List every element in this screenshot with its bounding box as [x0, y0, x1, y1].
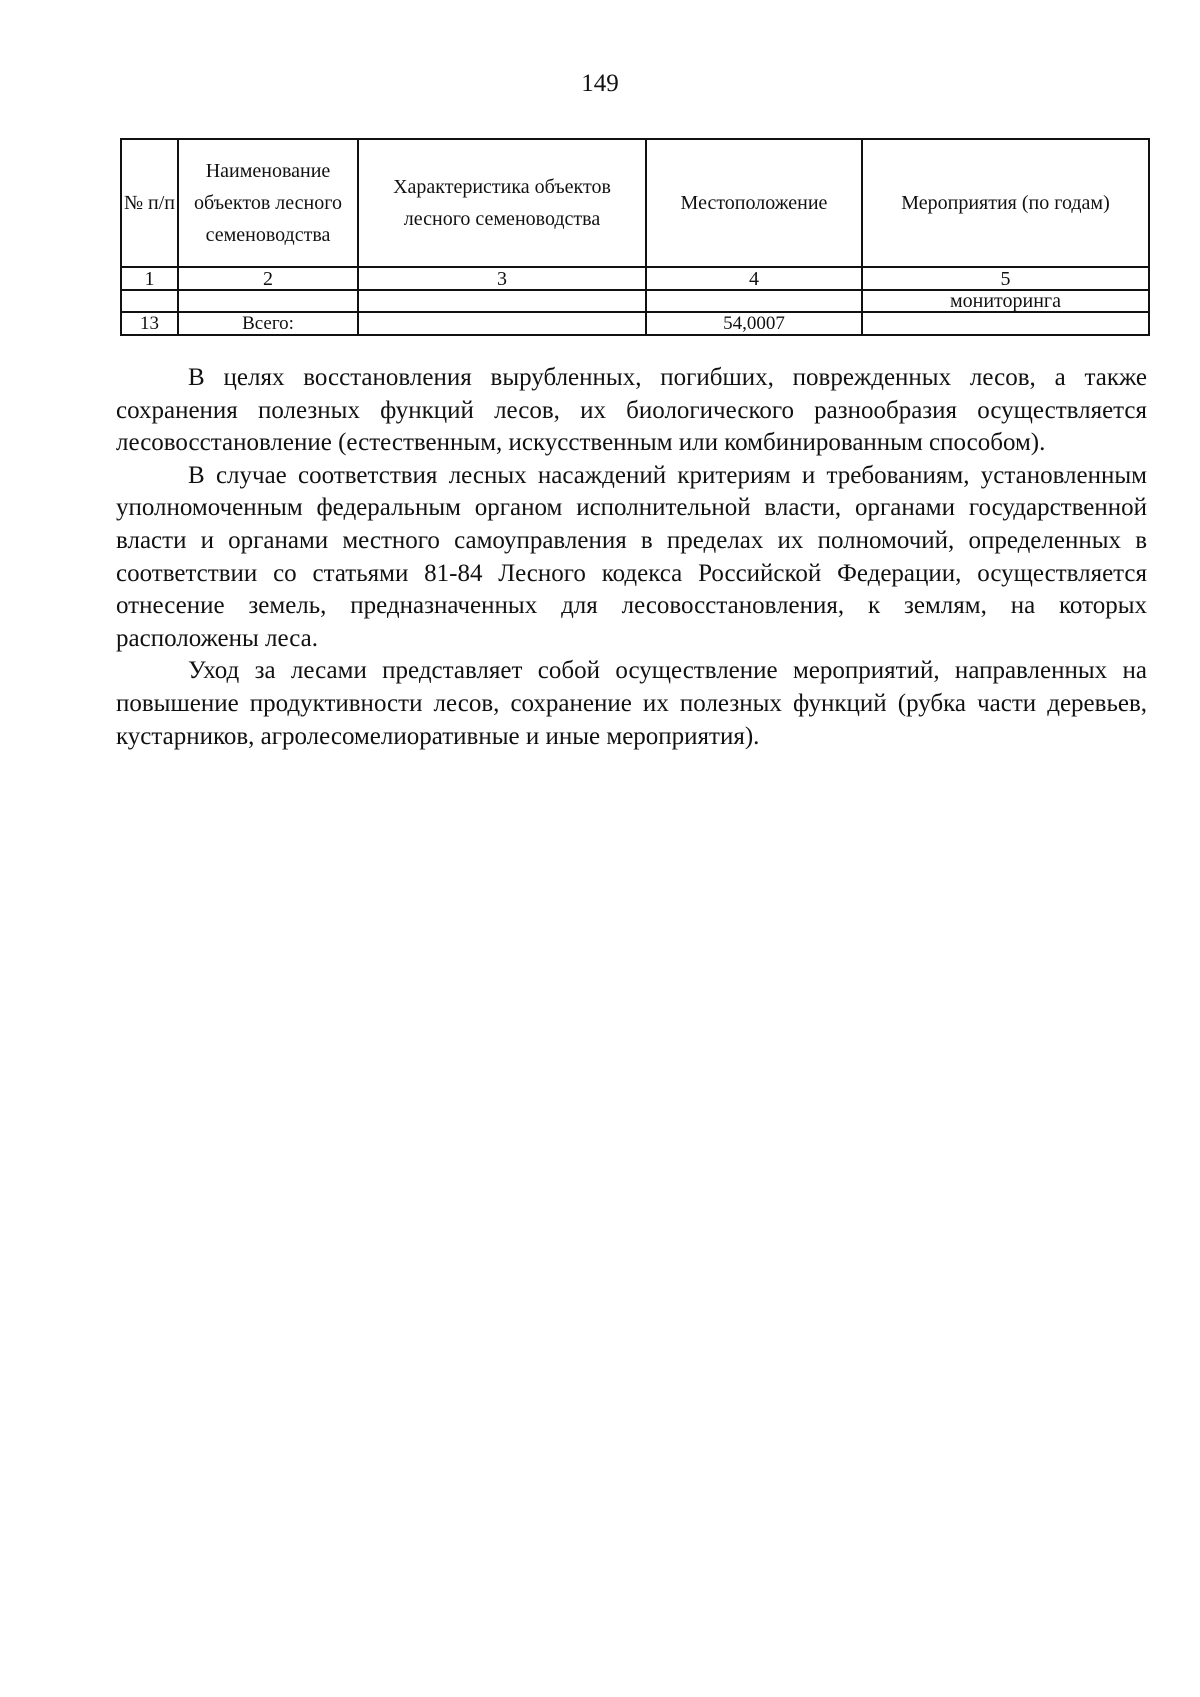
paragraph: В случае соответствия лесных насаждений критериям и требованиям, установленным уполномоченным федеральным органом исполнительной власти, органами государственной власти и органами местного самоуправления в пределах их полномочий, определенных в соответствии со статьями 81-84 Лесного кодекса Российской Федерации, осуществляется отнесение земель, предназначенных для лесовосстановления, к землям, на которых расположены леса. [116, 461, 1147, 652]
total-number-cell: 13 [121, 312, 178, 335]
table-cell: 1 [121, 267, 178, 290]
paragraph: Уход за лесами представляет собой осуществление мероприятий, направленных на повышение продуктивности лесов, сохранение их полезных функций (рубка части деревьев, кустарников, агролесомелиоративные и иные мероприятия). [116, 657, 1147, 750]
table-cell: 5 [862, 267, 1149, 290]
seed-objects-table [120, 138, 1150, 336]
header-object-name: Наименование объектов лесного семеноводства [178, 139, 358, 267]
header-location: Местоположение [646, 139, 862, 267]
total-label-cell: Всего: [178, 312, 358, 335]
table-cell: мониторинга [862, 290, 1149, 312]
table-cell [646, 290, 862, 312]
table-cell: 4 [646, 267, 862, 290]
table-cell: 2 [178, 267, 358, 290]
header-number: № п/п [121, 139, 178, 267]
table-header-row [121, 139, 1149, 267]
header-activities: Мероприятия (по годам) [862, 139, 1149, 267]
table-cell [121, 290, 178, 312]
table-cell [358, 290, 646, 312]
table-row-continuation [121, 290, 1149, 312]
total-value-cell: 54,0007 [646, 312, 862, 335]
table-cell [862, 312, 1149, 335]
table-cell [358, 312, 646, 335]
page-number: 149 [581, 70, 619, 97]
paragraph: В целях восстановления вырубленных, погибших, поврежденных лесов, а также сохранения полезных функций лесов, их биологического разнообразия осуществляется лесовосстановление (естественным, искусственным или комбинированным способом). [116, 364, 1147, 457]
body-text [116, 362, 1147, 753]
table-cell: 3 [358, 267, 646, 290]
header-characteristics: Характеристика объектов лесного семеноводства [358, 139, 646, 267]
table-cell [178, 290, 358, 312]
table-row-index [121, 267, 1149, 290]
table-row-total [121, 312, 1149, 335]
